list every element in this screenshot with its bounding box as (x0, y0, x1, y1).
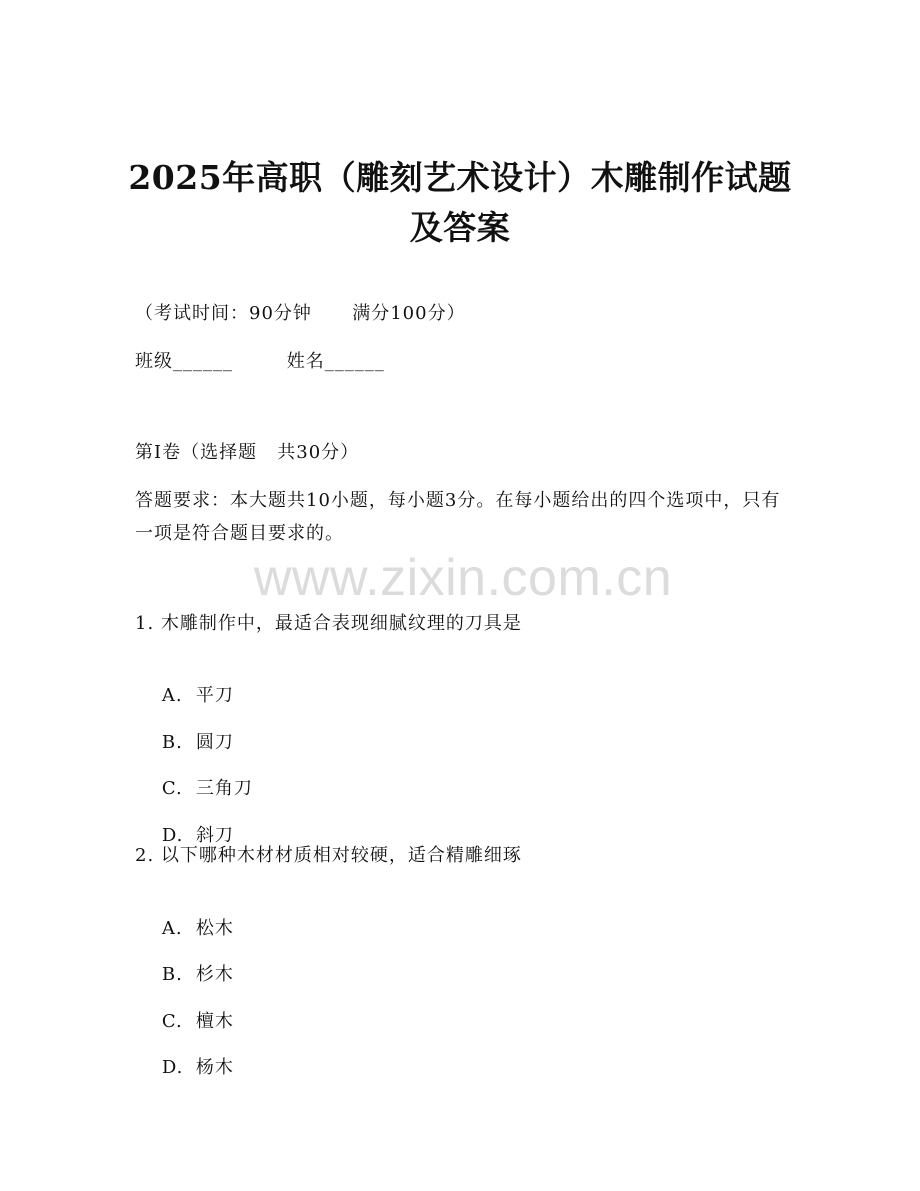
option-letter: B. (161, 964, 183, 985)
option-letter: C. (161, 778, 183, 799)
option-letter: C. (161, 1011, 183, 1032)
exam-info: （考试时间：90分钟 满分100分） (135, 303, 466, 324)
option-text: 圆刀 (195, 732, 234, 753)
option-letter: D. (161, 825, 184, 846)
document-title-line-1: 2025年高职（雕刻艺术设计）木雕制作试题 (128, 158, 792, 197)
option-text: 斜刀 (195, 825, 234, 846)
document-title-line-2: 及答案 (409, 208, 511, 247)
question-stem: 2. 以下哪种木材材质相对较硬，适合精雕细琢 (135, 845, 522, 866)
watermark: www.zixin.com.cn (253, 549, 673, 607)
option-letter: D. (161, 1057, 184, 1078)
student-fields: 班级______ 姓名______ (135, 351, 385, 372)
section-instructions: 答题要求：本大题共10小题，每小题3分。在每小题给出的四个选项中，只有一项是符合题目要求的。 (135, 490, 781, 544)
section-heading: 第I卷（选择题 共30分） (135, 442, 360, 463)
question-option (135, 1029, 234, 1107)
option-text: 三角刀 (195, 778, 253, 799)
option-text: 杉木 (195, 964, 234, 985)
option-text: 杨木 (195, 1057, 234, 1078)
option-text: 檀木 (195, 1011, 234, 1032)
option-text: 平刀 (195, 685, 234, 706)
question-stem: 1. 木雕制作中，最适合表现细腻纹理的刀具是 (135, 613, 522, 634)
option-text: 松木 (195, 918, 234, 939)
option-letter: A. (161, 918, 183, 939)
option-letter: A. (161, 685, 183, 706)
option-letter: B. (161, 732, 183, 753)
